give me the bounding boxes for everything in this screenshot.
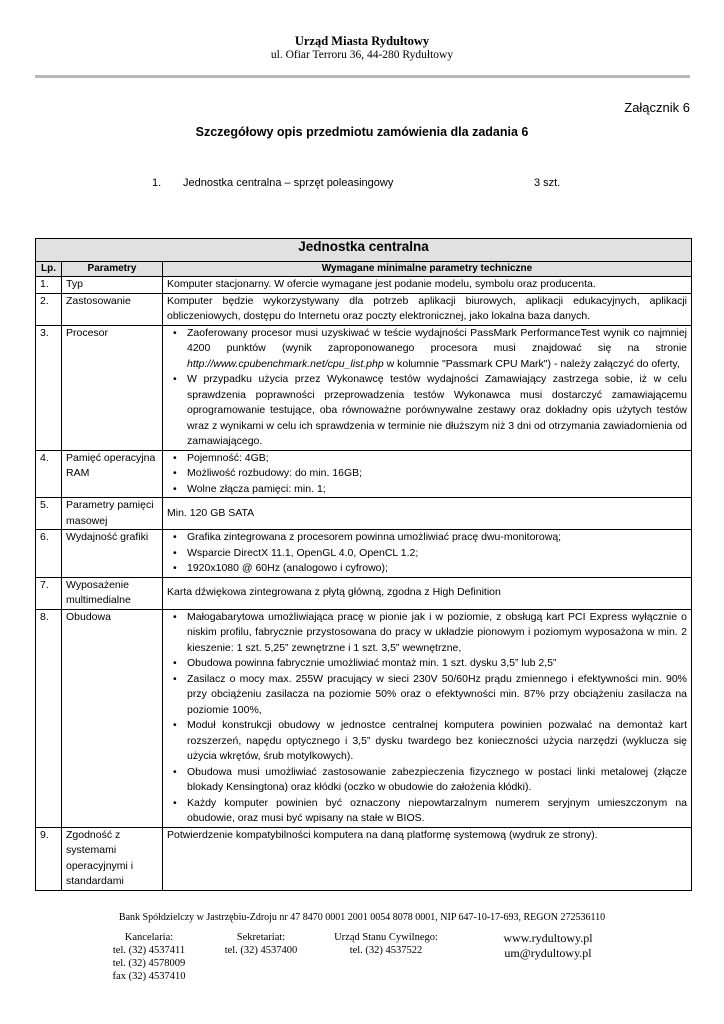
row-number: 6. bbox=[36, 530, 62, 578]
attachment-label: Załącznik 6 bbox=[624, 100, 690, 115]
row-parameter: Zgodność z systemami operacyjnymi i standardami bbox=[62, 827, 163, 890]
bullet-item: • Zaoferowany procesor musi uzyskiwać w teście wydajności PassMark PerformanceTest wynik co najmniej 4200 punktów (wynik zaproponowanego procesora musi znajdować się na stronie http://www.cpubenchmark.net/cpu_list.php w kolumnie "Passmark CPU Mark") - należy załączyć do oferty, bbox=[187, 326, 687, 373]
row-requirement: Komputer będzie wykorzystywany dla potrzeb aplikacji biurowych, aplikacji edukacyjnych, aplikacji obliczeniowych, dostępu do Internetu oraz poczty elektronicznej, jako lokalna baza danych. bbox=[163, 293, 692, 325]
row-parameter: Wyposażenie multimedialne bbox=[62, 577, 163, 609]
benchmark-url: http://www.cpubenchmark.net/cpu_list.php bbox=[187, 357, 384, 370]
bullet-item: • Wolne złącza pamięci: min. 1; bbox=[187, 482, 687, 498]
footer-usc: Urząd Stanu Cywilnego: tel. (32) 4537522 bbox=[334, 932, 438, 956]
specification-table bbox=[35, 238, 692, 891]
row-parameter: Pamięć operacyjna RAM bbox=[62, 450, 163, 498]
row-number: 8. bbox=[36, 609, 62, 827]
bullet-item: • Obudowa musi umożliwiać zastosowanie zabezpieczenia fizycznego w postaci linki metalowej (złącze blokady Kensingtona) oraz kłódki (oczko w obudowie do założenia kłódki). bbox=[187, 765, 687, 796]
bullet-item: • Wsparcie DirectX 11.1, OpenGL 4.0, OpenCL 1.2; bbox=[187, 546, 687, 562]
website-link[interactable]: www.rydultowy.pl bbox=[503, 931, 593, 945]
email-link[interactable]: um@rydultowy.pl bbox=[504, 946, 592, 960]
row-number: 1. bbox=[36, 277, 62, 294]
table-row bbox=[36, 609, 692, 827]
bullet-item: • Pojemność: 4GB; bbox=[187, 451, 687, 467]
header-parameters: Parametry bbox=[62, 262, 163, 277]
bullet-item: • 1920x1080 @ 60Hz (analogowo i cyfrowo); bbox=[187, 561, 687, 577]
table-row bbox=[36, 577, 692, 609]
row-requirement: Min. 120 GB SATA bbox=[163, 498, 692, 530]
row-number: 4. bbox=[36, 450, 62, 498]
row-requirement bbox=[163, 450, 692, 498]
row-requirement bbox=[163, 609, 692, 827]
bullet-item: • Zasilacz o mocy max. 255W pracujący w sieci 230V 50/60Hz prądu zmiennego i efektywności min. 90% przy obciążeniu zasilacza na poziomie 50% oraz o efektywności min. 87% przy obciążeniu zasilacza na poziomie 100%, bbox=[187, 672, 687, 719]
bullet-item: • Obudowa powinna fabrycznie umożliwiać montaż min. 1 szt. dysku 3,5” lub 2,5” bbox=[187, 656, 687, 672]
row-requirement: Karta dźwiękowa zintegrowana z płytą główną, zgodna z High Definition bbox=[163, 577, 692, 609]
row-requirement: Komputer stacjonarny. W ofercie wymagane jest podanie modelu, symbolu oraz producenta. bbox=[163, 277, 692, 294]
row-number: 2. bbox=[36, 293, 62, 325]
bullet-item: • W przypadku użycia przez Wykonawcę testów wydajności Zamawiający zastrzega sobie, iż w celu sprawdzenia poprawności przeprowadzenia testów Wykonawca musi dostarczyć zamawiającemu oprogramowanie testujące, oba równoważne porównywalne zestawy oraz dokładny opis użytych testów wraz z wynikami w celu ich sprawdzenia w terminie nie dłuższym niż 3 dni od otrzymania zawiadomienia od zamawiającego. bbox=[187, 372, 687, 450]
row-parameter: Wydajność grafiki bbox=[62, 530, 163, 578]
row-number: 9. bbox=[36, 827, 62, 890]
document-title: Szczegółowy opis przedmiotu zamówienia dla zadania 6 bbox=[195, 125, 529, 139]
table-row bbox=[36, 277, 692, 294]
bullet-item: • Grafika zintegrowana z procesorem powinna umożliwiać pracę dwu-monitorową; bbox=[187, 530, 687, 546]
item-name: Jednostka centralna – sprzęt poleasingowy bbox=[183, 177, 394, 189]
row-parameter: Zastosowanie bbox=[62, 293, 163, 325]
item-quantity: 3 szt. bbox=[534, 177, 561, 189]
item-number: 1. bbox=[152, 177, 162, 189]
row-requirement: Potwierdzenie kompatybilności komputera na daną platformę systemową (wydruk ze strony). bbox=[163, 827, 692, 890]
table-row bbox=[36, 293, 692, 325]
header-organization: Urząd Miasta Rydułtowy bbox=[294, 34, 430, 48]
table-row bbox=[36, 325, 692, 450]
row-number: 7. bbox=[36, 577, 62, 609]
header-address: ul. Ofiar Terroru 36, 44-280 Rydułtowy bbox=[270, 49, 454, 61]
row-number: 5. bbox=[36, 498, 62, 530]
bullet-item: • Małogabarytowa umożliwiająca pracę w pionie jak i w poziomie, z obsługą kart PCI Express wyłącznie o niskim profilu, fabrycznie przystosowana do pracy w układzie pionowym i poziomym wyposażona w min. 2 kieszenie: 1 szt. 5,25” zewnętrzne i 1 szt. 3,5” wewnętrzne, bbox=[187, 610, 687, 657]
footer-web-contact bbox=[488, 931, 608, 961]
bullet-item: • Każdy komputer powinien być oznaczony niepowtarzalnym numerem seryjnym umieszczonym na obudowie, oraz musi być wpisany na stałe w BIOS. bbox=[187, 796, 687, 827]
row-parameter: Parametry pamięci masowej bbox=[62, 498, 163, 530]
table-row bbox=[36, 498, 692, 530]
footer-kancelaria: Kancelaria: tel. (32) 4537411 tel. (32) 4578009 fax (32) 4537410 bbox=[112, 932, 186, 982]
table-row bbox=[36, 827, 692, 890]
bullet-item: • Możliwość rozbudowy: do min. 16GB; bbox=[187, 466, 687, 482]
row-parameter: Typ bbox=[62, 277, 163, 294]
footer-bank-info: Bank Spółdzielczy w Jastrzębiu-Zdroju nr 47 8470 0001 2001 0054 8078 0001, NIP 647-10-17-693, REGON 272536110 bbox=[118, 912, 606, 923]
row-parameter: Obudowa bbox=[62, 609, 163, 827]
row-parameter: Procesor bbox=[62, 325, 163, 450]
table-row bbox=[36, 530, 692, 578]
header-divider bbox=[35, 75, 690, 78]
row-requirement bbox=[163, 530, 692, 578]
header-requirements: Wymagane minimalne parametry techniczne bbox=[163, 262, 692, 277]
header-lp: Lp. bbox=[36, 262, 62, 277]
footer-sekretariat: Sekretariat: tel. (32) 4537400 bbox=[224, 932, 298, 956]
row-requirement bbox=[163, 325, 692, 450]
table-title: Jednostka centralna bbox=[36, 239, 692, 262]
bullet-item: • Moduł konstrukcji obudowy w jednostce centralnej komputera powinien pozwalać na demontaż kart rozszerzeń, napędu optycznego i 3,5” dysku twardego bez konieczności użycia narzędzi (wyklucza się użycia wkrętów, śrub motylkowych). bbox=[187, 718, 687, 765]
row-number: 3. bbox=[36, 325, 62, 450]
table-row bbox=[36, 450, 692, 498]
